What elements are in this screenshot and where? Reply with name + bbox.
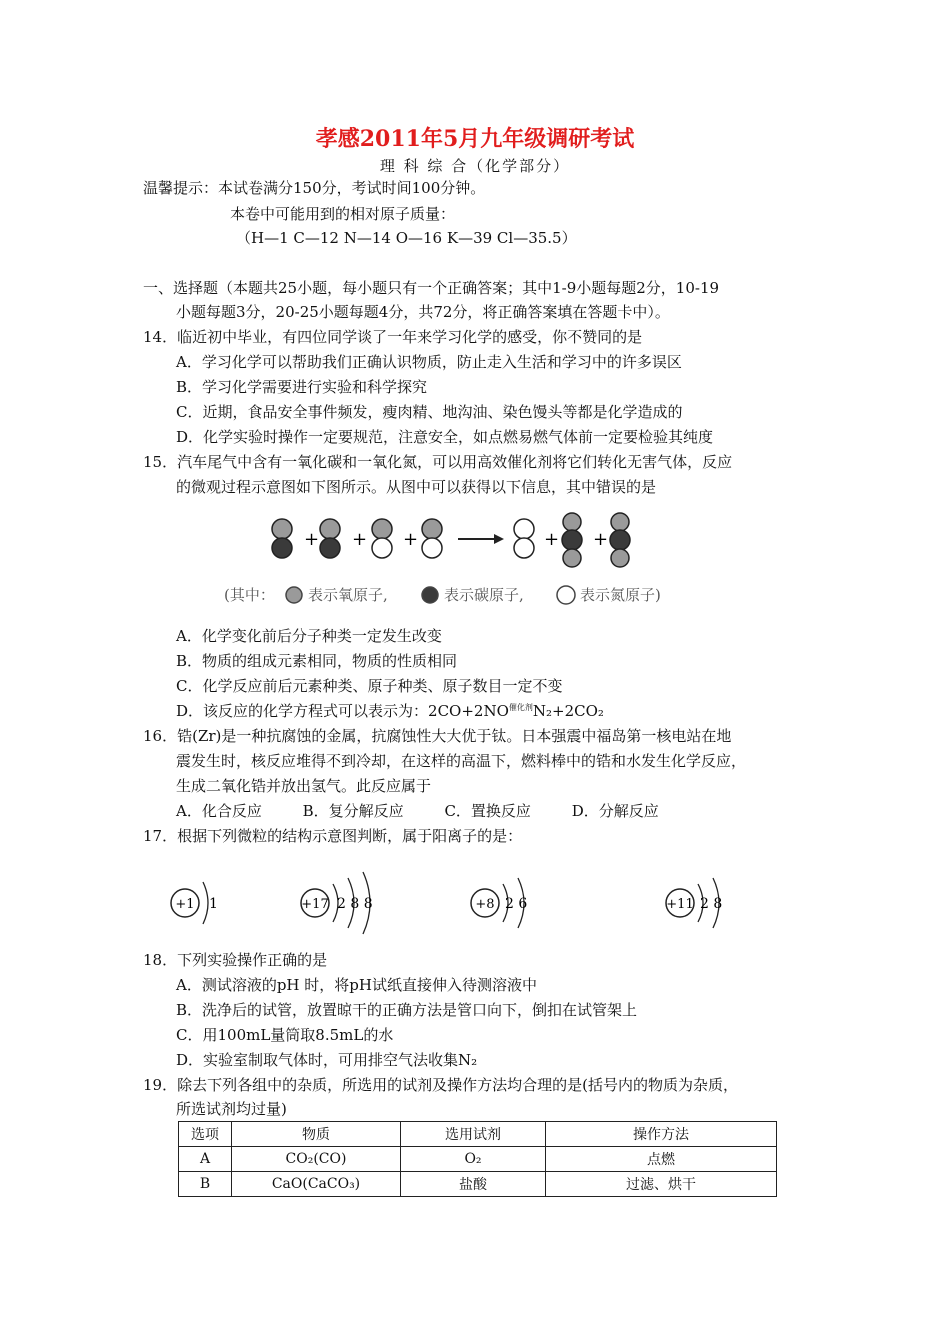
legend-prefix: (其中： (224, 586, 275, 604)
oxygen-atom-icon (286, 587, 302, 603)
q14-option-c: C．近期，食品安全事件频发，瘦肉精、地沟油、染色馒头等都是化学造成的 (176, 403, 683, 421)
q19-stem-2: 所选试剂均过量) (176, 1100, 287, 1118)
carbon-atom-icon (422, 587, 438, 603)
q19-table (178, 1121, 777, 1197)
particle-structure-4 (666, 878, 722, 928)
plus-sign: + (352, 529, 368, 550)
legend-oxygen: 表示氧原子, (308, 586, 388, 604)
q14-stem: 14．临近初中毕业，有四位同学谈了一年来学习化学的感受，你不赞同的是 (143, 328, 643, 346)
q15-equation-left: D．该反应的化学方程式可以表示为：2CO+2NO (176, 702, 509, 720)
notice-line-1: 温馨提示：本试卷满分150分，考试时间100分钟。 (143, 179, 486, 197)
q16-option-a: A．化合反应 (176, 802, 262, 820)
plus-sign: + (593, 529, 609, 550)
legend-nitrogen: 表示氮原子) (580, 586, 661, 604)
co-molecule (272, 519, 292, 558)
q16-stem-2: 震发生时，核反应堆得不到冷却，在这样的高温下，燃料棒中的锆和水发生化学反应， (176, 752, 747, 770)
particle-structures (165, 870, 765, 940)
table-header-row (179, 1122, 777, 1147)
q14-option-a: A．学习化学可以帮助我们正确认识物质，防止走入生活和学习中的许多误区 (176, 353, 682, 371)
particle-structure-1 (171, 882, 218, 924)
no-molecule (372, 519, 392, 558)
plus-sign: + (403, 529, 419, 550)
nitrogen-atom-icon (557, 586, 575, 604)
reaction-diagram (224, 510, 692, 616)
exam-title: 孝感2011年5月九年级调研考试 (315, 126, 635, 152)
section-heading-2: 小题每题3分，20-25小题每题4分，共72分，将正确答案填在答题卡中）。 (176, 303, 670, 321)
plus-sign: + (304, 529, 320, 550)
q18-option-c: C．用100mL量筒取8.5mL的水 (176, 1026, 394, 1044)
q15-equation-right: N₂+2CO₂ (532, 702, 604, 720)
q16-stem-1: 16．锆(Zr)是一种抗腐蚀的金属，抗腐蚀性大大优于钛。日本强震中福岛第一核电站在地 (143, 727, 732, 745)
q16-options (176, 801, 695, 821)
table-header-cell: 选用试剂 (401, 1122, 546, 1147)
notice-line-2: 本卷中可能用到的相对原子质量： (230, 205, 456, 223)
catalyst-label: 催化剂 (508, 703, 533, 712)
q18-option-b: B．洗净后的试管，放置晾干的正确方法是管口向下，倒扣在试管架上 (176, 1001, 638, 1019)
q18-option-d: D．实验室制取气体时，可用排空气法收集N₂ (176, 1051, 478, 1069)
reaction-arrow (458, 534, 504, 544)
exam-subtitle: 理 科 综 合（化学部分） (379, 157, 571, 175)
co2-molecule (610, 513, 630, 567)
n2-molecule (514, 519, 534, 558)
table-cell: 过滤、烘干 (546, 1172, 777, 1197)
table-row (179, 1172, 777, 1197)
q15-option-a: A．化学变化前后分子种类一定发生改变 (176, 627, 442, 645)
table-row (179, 1147, 777, 1172)
nucleus-charge: +17 (301, 897, 329, 912)
q15-option-d (176, 701, 604, 724)
section-heading-1: 一、选择题（本题共25小题，每小题只有一个正确答案；其中1-9小题每题2分，10-19 (143, 279, 720, 297)
figure-legend (224, 586, 661, 604)
table-cell: O₂ (401, 1147, 546, 1172)
table-cell: B (179, 1172, 232, 1197)
particle-structure-2 (301, 872, 373, 934)
q15-stem-2: 的微观过程示意图如下图所示。从图中可以获得以下信息，其中错误的是 (176, 478, 657, 496)
q16-option-d: D．分解反应 (571, 802, 659, 820)
table-cell: 点燃 (546, 1147, 777, 1172)
q14-option-b: B．学习化学需要进行实验和科学探究 (176, 378, 428, 396)
q15-stem-1: 15．汽车尾气中含有一氧化碳和一氧化氮，可以用高效催化剂将它们转化无害气体，反应 (143, 453, 733, 471)
q15-option-c: C．化学反应前后元素种类、原子种类、原子数目一定不变 (176, 677, 563, 695)
q17-stem: 17．根据下列微粒的结构示意图判断，属于阳离子的是： (143, 827, 523, 845)
table-header-cell: 物质 (232, 1122, 401, 1147)
q16-stem-3: 生成二氧化锆并放出氢气。此反应属于 (176, 777, 432, 795)
legend-carbon: 表示碳原子, (444, 586, 524, 604)
q16-option-c: C．置换反应 (444, 802, 531, 820)
table-cell: CaO(CaCO₃) (232, 1172, 401, 1197)
co-molecule (320, 519, 340, 558)
plus-sign: + (544, 529, 560, 550)
nucleus-charge: +1 (175, 897, 195, 912)
q19-stem-1: 19．除去下列各组中的杂质，所选用的试剂及操作方法均合理的是(括号内的物质为杂质， (143, 1076, 738, 1094)
nucleus-charge: +8 (475, 897, 495, 912)
no-molecule (422, 519, 442, 558)
table-cell: A (179, 1147, 232, 1172)
q15-option-b: B．物质的组成元素相同，物质的性质相同 (176, 652, 458, 670)
q16-option-b: B．复分解反应 (302, 802, 404, 820)
co2-molecule (562, 513, 582, 567)
electron-shells: 2 8 (700, 896, 723, 912)
table-cell: 盐酸 (401, 1172, 546, 1197)
electron-shells: 2 8 8 (337, 896, 373, 912)
particle-structure-3 (471, 878, 527, 928)
electron-shells: 2 6 (505, 896, 528, 912)
notice-line-3: （H—1 C—12 N—14 O—16 K—39 Cl—35.5） (236, 229, 577, 247)
q18-option-a: A．测试溶液的pH 时，将pH试纸直接伸入待测溶液中 (176, 976, 537, 994)
q18-stem: 18．下列实验操作正确的是 (143, 951, 328, 969)
q14-option-d: D．化学实验时操作一定要规范，注意安全，如点燃易燃气体前一定要检验其纯度 (176, 428, 714, 446)
nucleus-charge: +11 (666, 897, 694, 912)
table-cell: CO₂(CO) (232, 1147, 401, 1172)
electron-shells: 1 (209, 896, 218, 912)
table-header-cell: 操作方法 (546, 1122, 777, 1147)
table-header-cell: 选项 (179, 1122, 232, 1147)
